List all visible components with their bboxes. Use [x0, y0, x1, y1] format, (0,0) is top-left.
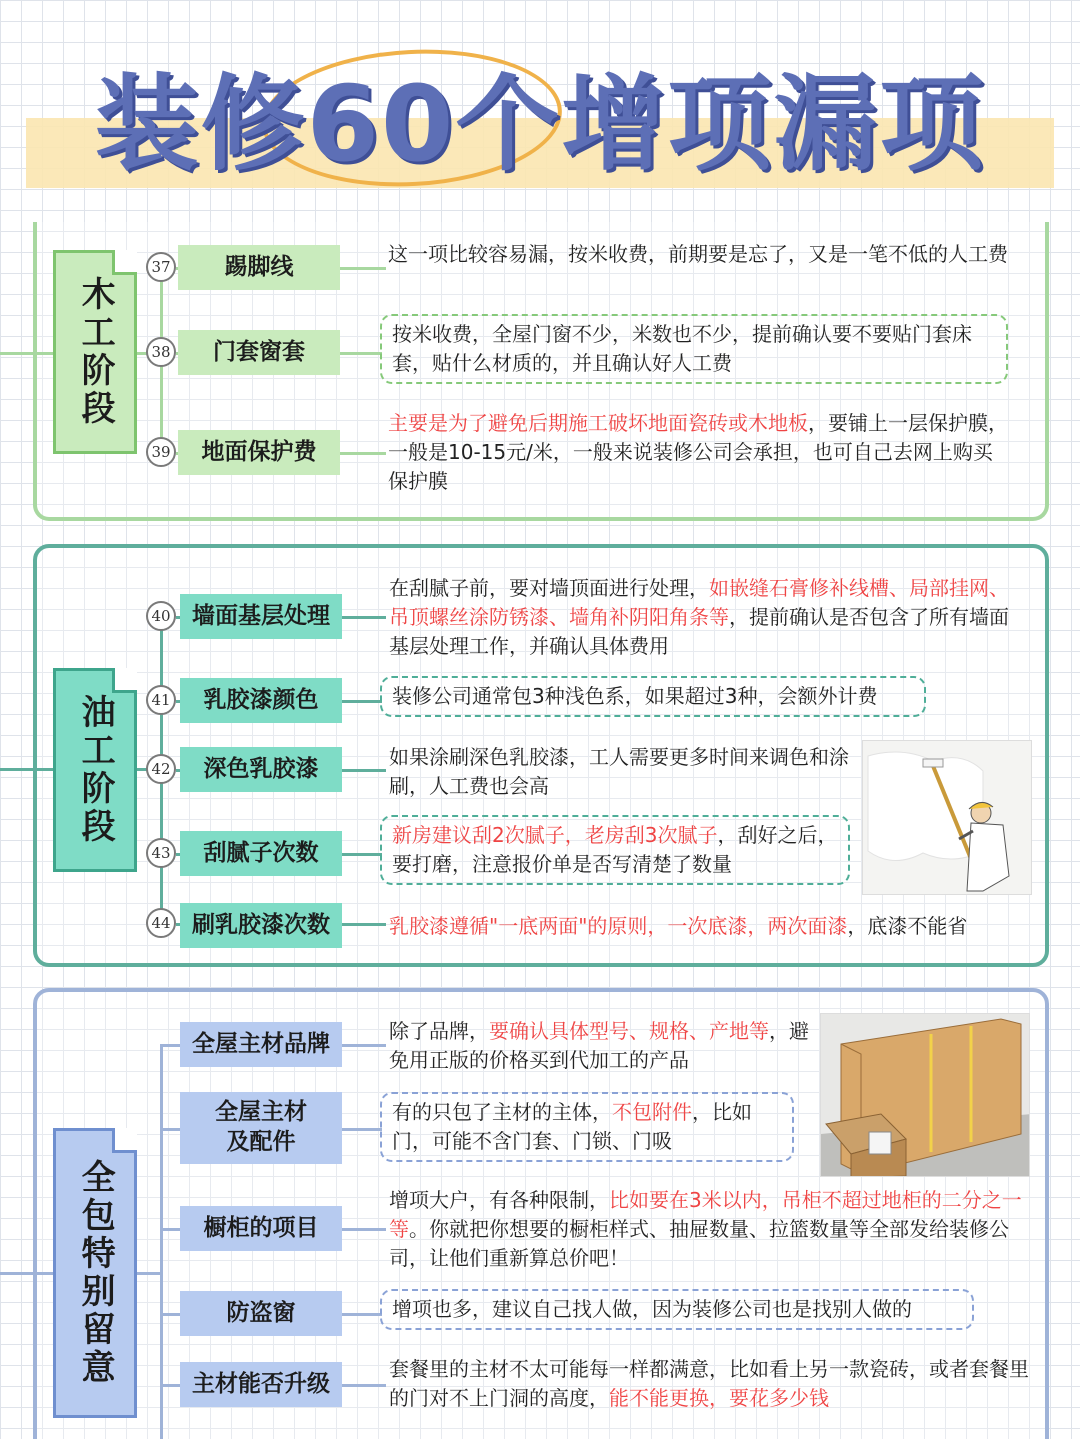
- desc-text: 有的只包了主材的主体，: [392, 1100, 612, 1124]
- connector-line: [0, 1272, 53, 1275]
- highlight-text: 如嵌缝石膏修补线槽、局部挂网、吊顶螺丝涂防锈漆、墙角补阴阳角条等: [389, 576, 1009, 629]
- stage-tag-wood: 木工阶段: [53, 250, 137, 454]
- item-desc: [380, 676, 926, 717]
- item-desc: [380, 314, 1008, 384]
- desc-text: ，要铺上一层保护膜，一般是10-15元/米，一般来说装修公司会承担，也可自己去网上购买保护膜: [388, 411, 1008, 493]
- desc-text: ，避免用正版的价格买到代加工的产品: [389, 1019, 809, 1072]
- item-number: 43: [146, 838, 176, 868]
- stage-tag-full: 全包特别留意: [53, 1128, 137, 1418]
- painter-icon: [863, 741, 1032, 895]
- item-label-wall-base: 墙面基层处理: [180, 594, 342, 639]
- desc-text: ，比如门，可能不含门套、门锁、门吸: [392, 1100, 752, 1153]
- desc-text: 按米收费，全屋门窗不少，米数也不少，提前确认要不要贴门套床套，贴什么材质的，并且确认好人工费: [392, 322, 972, 375]
- stage-tag-oil: 油工阶段: [53, 668, 137, 872]
- item-number: 42: [146, 754, 176, 784]
- highlight-text: 比如要在3米以内，吊柜不超过地柜的二分之一等: [389, 1188, 1022, 1241]
- item-label-main-brand: 全屋主材品牌: [180, 1022, 342, 1067]
- item-number: 38: [146, 337, 176, 367]
- connector-line: [0, 352, 53, 355]
- item-label-floor-protection: 地面保护费: [178, 430, 340, 475]
- tree-line: [160, 1044, 163, 1439]
- item-desc: [389, 1355, 1029, 1413]
- item-label-paint-color: 乳胶漆颜色: [180, 678, 342, 723]
- desc-text: 装修公司通常包3种浅色系，如果超过3种，会额外计费: [392, 684, 878, 708]
- highlight-text: 能不能更换，要花多少钱: [609, 1386, 829, 1410]
- desc-text: 。你就把你想要的橱柜样式、抽屉数量、拉篮数量等全部发给装修公司，让他们重新算总价吧！: [389, 1217, 1009, 1270]
- desc-text: 增项也多，建议自己找人做，因为装修公司也是找别人做的: [392, 1297, 912, 1321]
- connector-line: [0, 768, 53, 771]
- item-label-skirting: 踢脚线: [178, 245, 340, 290]
- item-desc: [388, 409, 1008, 496]
- desc-text: 增项大户，有各种限制，: [389, 1188, 609, 1212]
- item-number: 41: [146, 685, 176, 715]
- highlight-text: 主要是为了避免后期施工破坏地面瓷砖或木地板: [388, 411, 808, 435]
- item-label-security-window: 防盗窗: [180, 1291, 342, 1336]
- highlight-text: 要确认具体型号、规格、产地等: [489, 1019, 769, 1043]
- item-number: 39: [146, 437, 176, 467]
- item-label-main-accessories: 全屋主材 及配件: [180, 1092, 342, 1164]
- item-desc: [389, 574, 1019, 661]
- item-desc: [389, 1017, 809, 1075]
- highlight-text: 不包附件: [612, 1100, 692, 1124]
- item-label-cabinet: 橱柜的项目: [180, 1206, 342, 1251]
- item-desc: [380, 1092, 794, 1162]
- painter-illustration: [862, 740, 1032, 895]
- item-desc: [388, 240, 1008, 269]
- desc-text: 如果涂刷深色乳胶漆，工人需要更多时间来调色和涂刷，人工费也会高: [389, 745, 849, 798]
- highlight-text: 新房建议刮2次腻子，老房刮3次腻子: [392, 823, 718, 847]
- desc-text: ，提前确认是否包含了所有墙面基层处理工作，并确认具体费用: [389, 605, 1009, 658]
- connector-line: [33, 222, 36, 252]
- item-number: 40: [146, 601, 176, 631]
- item-label-upgrade: 主材能否升级: [180, 1362, 342, 1407]
- desc-text: ，刮好之后，要打磨，注意报价单是否写清楚了数量: [392, 823, 838, 876]
- item-desc: [380, 815, 850, 885]
- item-desc: [380, 1289, 974, 1330]
- item-label-putty-times: 刮腻子次数: [180, 831, 342, 876]
- item-desc: [389, 743, 853, 801]
- item-label-dark-paint: 深色乳胶漆: [180, 747, 342, 792]
- item-number: 37: [146, 252, 176, 282]
- boxes-icon: [821, 1014, 1030, 1177]
- desc-text: 在刮腻子前，要对墙顶面进行处理，: [389, 576, 709, 600]
- item-label-door-frame: 门套窗套: [178, 330, 340, 375]
- desc-text: 套餐里的主材不太可能每一样都满意，比如看上另一款瓷砖，或者套餐里的门对不上门洞的高度，: [389, 1357, 1029, 1410]
- item-number: 44: [146, 908, 176, 938]
- tree-line: [137, 1272, 161, 1275]
- desc-text: 除了品牌，: [389, 1019, 489, 1043]
- page-title: 装修60个增项漏项: [94, 63, 986, 185]
- desc-text: ，底漆不能省: [847, 914, 968, 938]
- highlight-text: 乳胶漆遵循"一底两面"的原则，一次底漆，两次面漆: [389, 914, 848, 938]
- desc-text: 这一项比较容易漏，按米收费，前期要是忘了，又是一笔不低的人工费: [388, 242, 1008, 266]
- item-desc: [389, 912, 1039, 941]
- item-desc: [389, 1186, 1029, 1273]
- item-label-paint-times: 刷乳胶漆次数: [180, 903, 342, 948]
- boxes-illustration: [820, 1013, 1030, 1177]
